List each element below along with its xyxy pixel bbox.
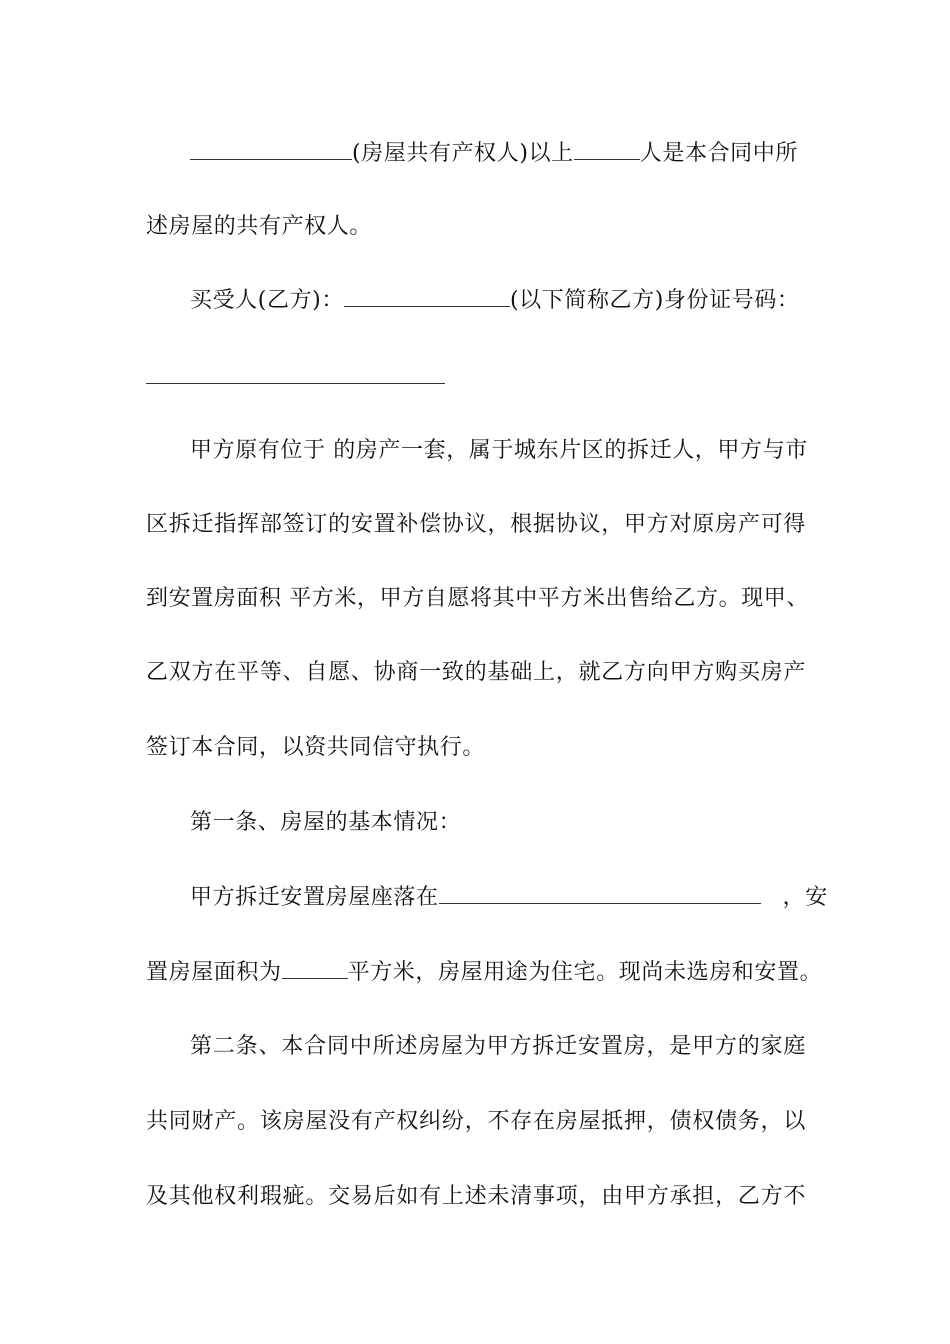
paragraph-line: 到安置房面积 平方米，甲方自愿将其中平方米出售给乙方。现甲、 (146, 586, 809, 611)
location-line (190, 883, 828, 913)
paragraph-line: 述房屋的共有产权人。 (146, 214, 373, 239)
co-owner-line (190, 139, 806, 169)
paragraph-line: 及其他权利瑕疵。交易后如有上述未清事项，由甲方承担，乙方不 (146, 1184, 806, 1209)
area-suffix: 平方米，房屋用途为住宅。现尚未选房和安置。 (347, 960, 823, 985)
co-owner-name-blank[interactable] (190, 139, 352, 160)
location-blank[interactable] (439, 883, 761, 904)
buyer-label: 买受人(乙方)： (190, 288, 344, 313)
co-owner-count-blank[interactable] (574, 139, 640, 160)
co-owner-suffix: 人是本合同中所 (639, 141, 798, 166)
article-2-line: 第二条、本合同中所述房屋为甲方拆迁安置房，是甲方的家庭 (190, 1034, 806, 1059)
co-owner-label: (房屋共有产权人)以上 (352, 141, 574, 166)
location-label: 甲方拆迁安置房屋座落在 (190, 885, 439, 910)
buyer-line (190, 286, 806, 316)
area-line (146, 958, 823, 988)
buyer-id-label: (以下简称乙方)身份证号码： (509, 288, 800, 313)
location-suffix: ，安 (782, 885, 828, 910)
article-1-heading: 第一条、房屋的基本情况： (190, 810, 462, 835)
paragraph-line: 区拆迁指挥部签订的安置补偿协议，根据协议，甲方对原房产可得 (146, 512, 806, 537)
area-label: 置房屋面积为 (146, 960, 282, 985)
paragraph-line: 共同财产。该房屋没有产权纠纷，不存在房屋抵押，债权债务，以 (146, 1109, 806, 1134)
buyer-id-blank[interactable] (146, 383, 445, 384)
paragraph-line: 签订本合同，以资共同信守执行。 (146, 735, 486, 760)
paragraph-line: 甲方原有位于 的房产一套，属于城东片区的拆迁人，甲方与市 (190, 438, 808, 463)
area-blank[interactable] (282, 958, 348, 979)
paragraph-line: 乙双方在平等、自愿、协商一致的基础上，就乙方向甲方购买房产 (146, 660, 806, 685)
buyer-name-blank[interactable] (344, 286, 510, 307)
